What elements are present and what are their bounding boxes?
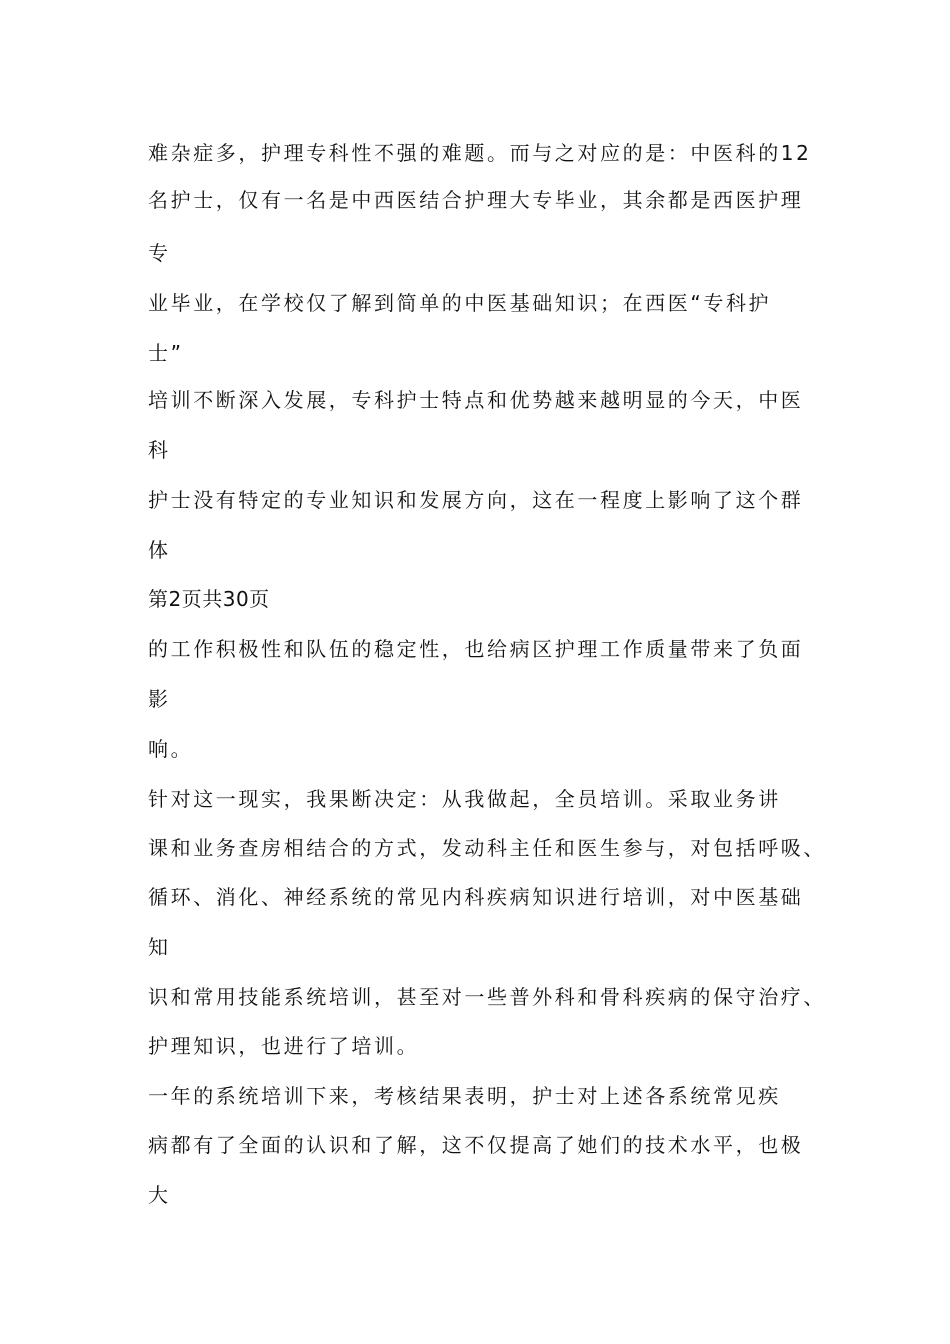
- text-line-3: 专: [148, 241, 171, 265]
- text-line-18: 护理知识，也进行了培训。: [148, 1034, 420, 1058]
- text-line-13: 针对这一现实，我果断决定：从我做起，全员培训。采取业务讲: [148, 787, 781, 811]
- text-line-10: 的工作积极性和队伍的稳定性，也给病区护理工作质量带来了负面: [148, 637, 804, 661]
- text-line-20: 病都有了全面的认识和了解，这不仅提高了她们的技术水平，也极: [148, 1133, 804, 1157]
- text-line-16: 知: [148, 935, 171, 959]
- text-line-6: 培训不断深入发展，专科护士特点和优势越来越明显的今天，中医: [148, 388, 804, 412]
- text-line-8: 护士没有特定的专业知识和发展方向，这在一程度上影响了这个群: [148, 488, 804, 512]
- text-line-14: 课和业务查房相结合的方式，发动科主任和医生参与，对包括呼吸、: [148, 836, 826, 860]
- text-line-17: 识和常用技能系统培训，甚至对一些普外科和骨科疾病的保守治疗、: [148, 985, 826, 1009]
- text-line-2: 名护士，仅有一名是中西医结合护理大专毕业，其余都是西医护理: [148, 188, 804, 212]
- page-footer: 第2页共30页: [148, 587, 270, 611]
- text-line-12: 响。: [148, 737, 194, 761]
- text-line-15: 循环、消化、神经系统的常见内科疾病知识进行培训，对中医基础: [148, 885, 804, 909]
- text-line-11: 影: [148, 687, 171, 711]
- text-line-5: 士”: [148, 341, 184, 365]
- text-line-4: 业毕业，在学校仅了解到简单的中医基础知识；在西医“专科护: [148, 291, 772, 315]
- text-line-19: 一年的系统培训下来，考核结果表明，护士对上述各系统常见疾: [148, 1084, 781, 1108]
- text-line-21: 大: [148, 1183, 171, 1207]
- text-line-1: 难杂症多，护理专科性不强的难题。而与之对应的是：中医科的12: [148, 141, 812, 165]
- text-line-9: 体: [148, 538, 171, 562]
- text-line-7: 科: [148, 438, 171, 462]
